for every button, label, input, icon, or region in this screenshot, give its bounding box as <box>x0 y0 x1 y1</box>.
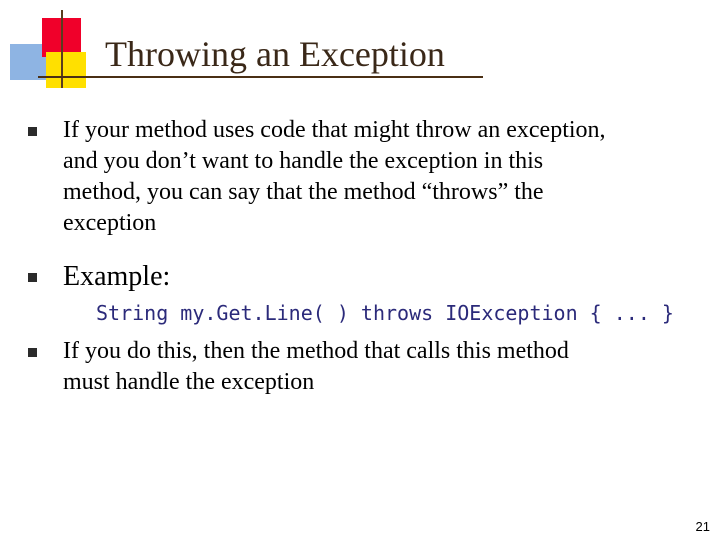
title-underline <box>38 76 483 78</box>
bullet-text: If you do this, then the method that calls this method must handle the exception <box>63 338 569 395</box>
bullet-square-icon <box>28 348 37 357</box>
bullet-square-icon <box>28 273 37 282</box>
slide-title: Throwing an Exception <box>105 34 445 74</box>
code-example: String my.Get.Line( ) throws IOException { ... } <box>96 301 674 325</box>
logo-yellow-square <box>46 52 86 88</box>
bullet-text: Example: <box>63 261 171 292</box>
bullet-text: If your method uses code that might throw an exception, and you don’t want to handle the exception in this method, you can say that the method “throws” the exception <box>63 117 606 236</box>
page-number: 21 <box>695 519 710 534</box>
bullet-square-icon <box>28 127 37 136</box>
